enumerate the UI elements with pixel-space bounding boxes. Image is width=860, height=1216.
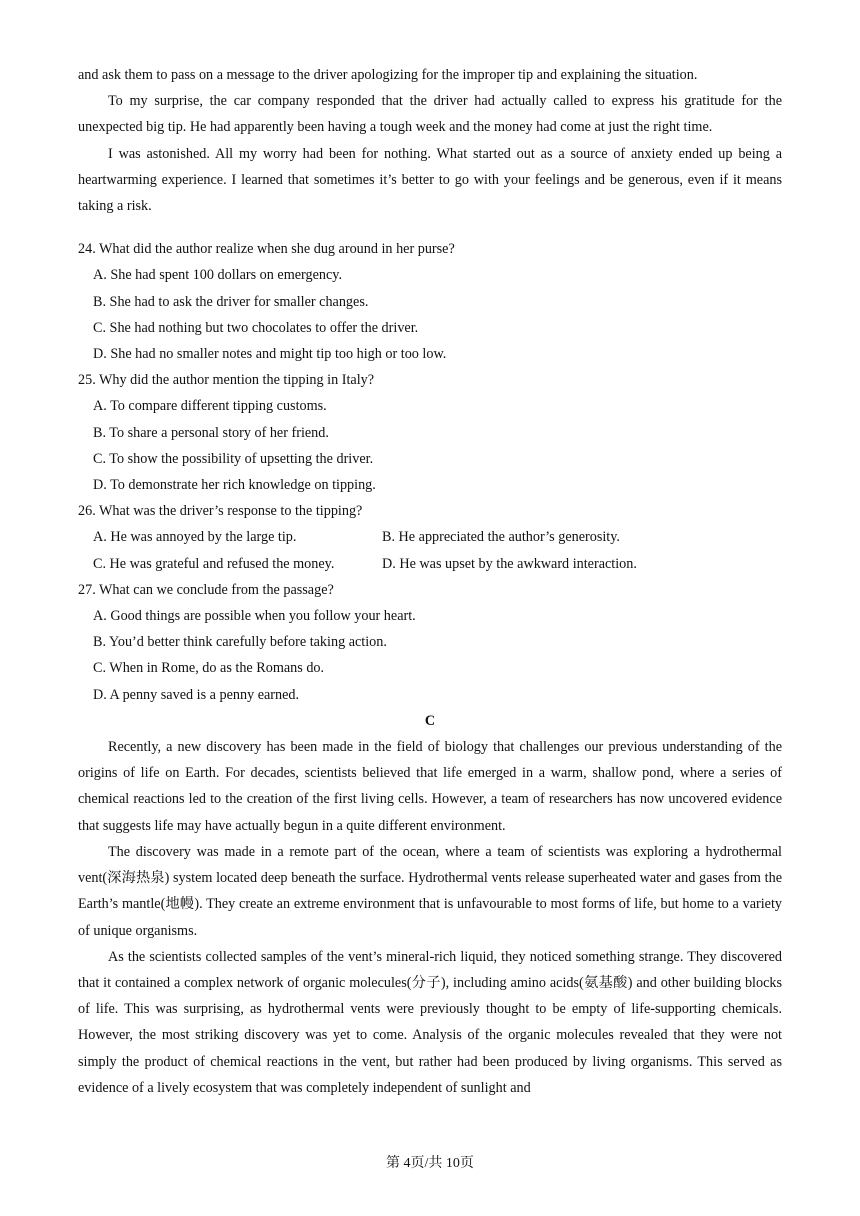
spacer (78, 219, 782, 236)
section-heading: C (424, 712, 436, 729)
option-b: B. You’d better think carefully before taking action. (93, 634, 387, 651)
passage-b-paragraph-1: and ask them to pass on a message to the driver apologizing for the improper tip and explaining the situation. (78, 67, 698, 83)
option-b: B. She had to ask the driver for smaller changes. (93, 293, 369, 310)
option-a: A. To compare different tipping customs. (93, 398, 327, 415)
option-c: C. To show the possibility of upsetting the driver. (93, 450, 374, 467)
passage-b-paragraph-2: To my surprise, the car company responded that the driver had actually called to express his gratitude for the unexpected big tip. He had apparently been having a tough week and the money had come at just the right time. (78, 93, 782, 136)
option-b: B. To share a personal story of her friend. (93, 424, 329, 441)
option-row (93, 524, 782, 550)
option-d: D. A penny saved is a penny earned. (93, 686, 300, 703)
option-c: C. He was grateful and refused the money. (93, 555, 335, 572)
option-d: D. He was upset by the awkward interaction. (382, 555, 637, 572)
page-number: 第 4页/共 10页 (386, 1156, 474, 1171)
question-stem: 24. What did the author realize when she dug around in her purse? (78, 241, 455, 258)
passage-c-paragraph-1: Recently, a new discovery has been made in the field of biology that challenges our previous understanding of the origins of life on Earth. For decades, scientists believed that life emerged in a warm, shallow pond, where a series of chemical reactions led to the creation of the first living cells. However, a team of researchers has now uncovered evidence that suggests life may have actually begun in a quite different environment. (78, 739, 782, 834)
option-a: A. She had spent 100 dollars on emergency. (93, 267, 343, 284)
passage-c-paragraph-2: The discovery was made in a remote part of the ocean, where a team of scientists was exploring a hydrothermal vent(深海热泉) system located deep beneath the surface. Hydrothermal vents release superheated water and gases from the Earth’s mantle(地幔). They create an extreme environment that is unfavourable to most forms of life, but home to a variety of unique organisms. (78, 843, 782, 939)
passage-c-paragraph-3: As the scientists collected samples of the vent’s mineral-rich liquid, they noticed something strange. They discovered that it contained a complex network of organic molecules(分子), including amino acids(氨基酸) and other building blocks of life. This was surprising, as hydrothermal vents were previously thought to be empty of life-supporting chemicals. However, the most striking discovery was yet to come. Analysis of the organic molecules revealed that they were not simply the product of chemical reactions in the vent, but rather had been produced by living organisms. This served as evidence of a lively ecosystem that was completely independent of sunlight and (78, 948, 782, 1096)
option-a: A. Good things are possible when you follow your heart. (93, 608, 416, 625)
page-content (78, 62, 782, 1101)
question-27 (78, 577, 782, 708)
question-26 (78, 498, 782, 577)
option-c: C. She had nothing but two chocolates to offer the driver. (93, 319, 419, 336)
question-24 (78, 236, 782, 367)
option-b: B. He appreciated the author’s generosity. (382, 529, 620, 546)
option-c: C. When in Rome, do as the Romans do. (93, 660, 325, 677)
question-stem: 26. What was the driver’s response to the tipping? (78, 503, 363, 520)
question-stem: 27. What can we conclude from the passage? (78, 581, 334, 598)
option-d: D. To demonstrate her rich knowledge on tipping. (93, 477, 376, 494)
option-d: D. She had no smaller notes and might tip too high or too low. (93, 346, 447, 363)
question-25 (78, 367, 782, 498)
option-a: A. He was annoyed by the large tip. (93, 529, 297, 546)
question-stem: 25. Why did the author mention the tipping in Italy? (78, 372, 375, 389)
passage-b-paragraph-3: I was astonished. All my worry had been for nothing. What started out as a source of anxiety ended up being a heartwarming experience. I learned that sometimes it’s better to go with your feelings and be generous, even if it means taking a risk. (78, 145, 782, 215)
option-row (93, 551, 782, 577)
